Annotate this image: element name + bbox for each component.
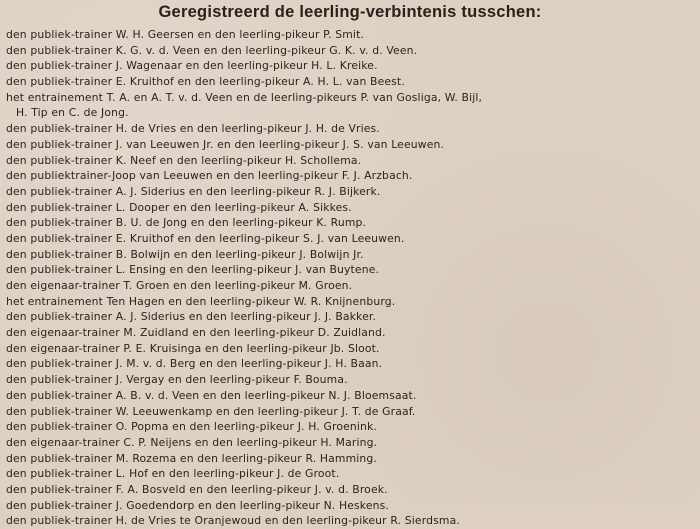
list-item: den publiek-trainer J. Wagenaar en den leerling-pikeur H. L. Kreike. <box>6 59 378 73</box>
page-title: Geregistreerd de leerling-verbintenis tusschen: <box>158 3 542 21</box>
list-item: den publiek-trainer M. Rozema en den leerling-pikeur R. Hamming. <box>6 451 377 465</box>
list-item: den publiek-trainer K. G. v. d. Veen en den leerling-pikeur G. K. v. d. Veen. <box>6 43 418 57</box>
list-item: den eigenaar-trainer P. E. Kruisinga en den leerling-pikeur Jb. Sloot. <box>6 341 380 355</box>
list-item: den publiek-trainer A. B. v. d. Veen en den leerling-pikeur N. J. Bloemsaat. <box>6 388 417 402</box>
list-item: den publiek-trainer F. A. Bosveld en den leerling-pikeur J. v. d. Broek. <box>6 482 388 496</box>
list-item: den publiek-trainer A. J. Siderius en den leerling-pikeur J. J. Bakker. <box>6 310 377 324</box>
list-item: den publiek-trainer W. Leeuwenkamp en den leerling-pikeur J. T. de Graaf. <box>6 404 416 418</box>
list-item: den eigenaar-trainer T. Groen en den leerling-pikeur M. Groen. <box>6 279 353 292</box>
list-item: den publiek-trainer L. Dooper en den leerling-pikeur A. Sikkes. <box>6 200 352 214</box>
list-item: den publiek-trainer W. H. Geersen en den leerling-pikeur P. Smit. <box>6 28 365 41</box>
list-item: den eigenaar-trainer M. Zuidland en den leerling-pikeur D. Zuidland. <box>6 326 386 340</box>
list-item-continuation: H. Tip en C. de Jong. <box>16 106 129 120</box>
list-item: den publiek-trainer B. Bolwijn en den leerling-pikeur J. Bolwijn Jr. <box>6 247 364 261</box>
list-item: den publiektrainer-Joop van Leeuwen en den leerling-pikeur F. J. Arzbach. <box>6 169 413 183</box>
list-item: den publiek-trainer B. U. de Jong en den leerling-pikeur K. Rump. <box>6 216 367 230</box>
list-item: den publiek-trainer J. van Leeuwen Jr. en den leerling-pikeur J. S. van Leeuwen. <box>6 137 445 151</box>
list-item: den publiek-trainer O. Popma en den leerling-pikeur J. H. Groenink. <box>6 420 377 434</box>
list-item: den publiek-trainer L. Ensing en den leerling-pikeur J. van Buytene. <box>6 263 380 277</box>
list-item: den publiek-trainer J. M. v. d. Berg en den leerling-pikeur J. H. Baan. <box>6 357 383 371</box>
list-item: den eigenaar-trainer C. P. Neijens en den leerling-pikeur H. Maring. <box>6 435 378 449</box>
registration-list <box>6 27 698 529</box>
list-item: het entrainement Ten Hagen en den leerling-pikeur W. R. Knijnenburg. <box>6 294 396 308</box>
list-item: den publiek-trainer A. J. Siderius en den leerling-pikeur R. J. Bijkerk. <box>6 184 381 198</box>
list-item: den publiek-trainer E. Kruithof en den leerling-pikeur A. H. L. van Beest. <box>6 75 405 89</box>
list-item: den publiek-trainer J. Vergay en den leerling-pikeur F. Bouma. <box>6 373 348 387</box>
list-item: den publiek-trainer K. Neef en den leerling-pikeur H. Schollema. <box>6 153 362 167</box>
list-item: den publiek-trainer J. Goedendorp en den leerling-pikeur N. Heskens. <box>6 498 389 512</box>
list-item: den publiek-trainer H. de Vries en den leerling-pikeur J. H. de Vries. <box>6 122 380 136</box>
list-item: het entrainement T. A. en A. T. v. d. Veen en de leerling-pikeurs P. van Gosliga, W. Bijl, <box>6 90 483 104</box>
list-item: den publiek-trainer E. Kruithof en den leerling-pikeur S. J. van Leeuwen. <box>6 231 405 245</box>
list-item: den publiek-trainer H. de Vries te Oranjewoud en den leerling-pikeur R. Sierdsma. <box>6 514 460 528</box>
list-item: den publiek-trainer L. Hof en den leerling-pikeur J. de Groot. <box>6 467 340 481</box>
